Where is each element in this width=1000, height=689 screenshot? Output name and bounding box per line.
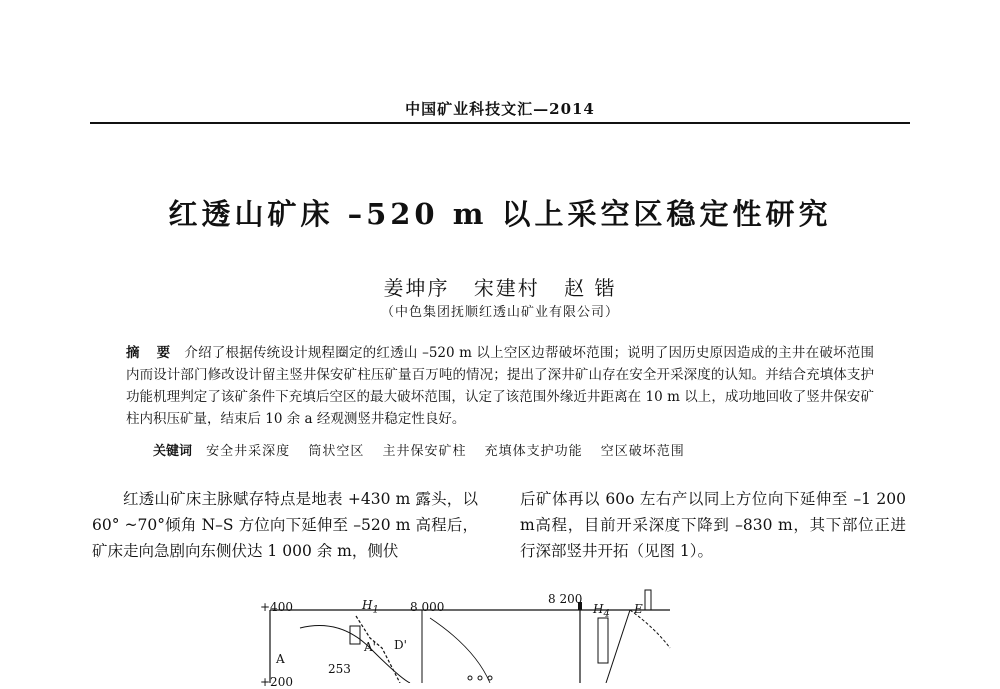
paper-title: 红透山矿床 –520 m 以上采空区稳定性研究 xyxy=(168,197,832,231)
body-column-right: 后矿体再以 60o 左右产以同上方位向下延伸至 –1 200 m高程，目前开采深度下降到 –830 m，其下部位正进行深部竖井开拓（见图 1）。 xyxy=(520,490,906,560)
label-a: A xyxy=(276,652,285,666)
figure-1-section-diagram xyxy=(260,588,680,689)
author: 宋建村 xyxy=(473,276,540,300)
label-h1: $H_1$ xyxy=(362,598,379,616)
author: 姜坤序 xyxy=(383,276,450,300)
drill-hole-point xyxy=(478,676,482,680)
body-column-left: 红透山矿床主脉赋存特点是地表 +430 m 露头，以 60° ~70°倾角 N–S 方位向下延伸至 –520 m 高程后，矿床走向急剧向东侧伏达 1 000 余 m，侧伏 xyxy=(92,490,478,560)
drill-hole-point xyxy=(488,676,492,680)
fault-line xyxy=(606,610,630,683)
section-drawing xyxy=(260,588,680,683)
distance-label: 8 000 xyxy=(410,600,445,614)
distance-label: 8 200 xyxy=(548,592,583,606)
contour-line xyxy=(430,618,490,683)
label-e: E xyxy=(634,602,643,616)
keywords-label: 关键词 xyxy=(153,444,193,459)
journal-header: 中国矿业科技文汇—2014 xyxy=(405,100,595,118)
abstract-text: 介绍了根据传统设计规程圈定的红透山 –520 m 以上空区边帮破坏范围；说明了因历史原因造成的主井在破坏范围内而设计部门修改设计留主竖井保安矿柱压矿量百万吨的情况；提出了深井矿山存在安全开采深度的认知。并结合充填体支护功能机理判定了该矿条件下充填后空区的最大破坏范围，认定了该范围外缘近井距离在 10 m 以上，成功地回收了竖井保安矿柱内积压矿量，结束后 10 余 a 经观测竖井稳定性良好。 xyxy=(126,345,874,427)
label-d-prime: D' xyxy=(394,638,407,652)
author-list xyxy=(60,272,940,301)
drill-hole-point xyxy=(468,676,472,680)
label-253: 253 xyxy=(328,662,351,676)
keywords xyxy=(153,440,873,459)
ore-body-outline xyxy=(300,626,410,684)
keyword: 筒状空区 xyxy=(308,444,365,459)
header-rule xyxy=(90,122,910,124)
label-a-prime: A' xyxy=(364,640,376,654)
keyword: 充填体支护功能 xyxy=(484,444,583,459)
elevation-label: +400 xyxy=(260,600,293,614)
keyword: 主井保安矿柱 xyxy=(382,444,467,459)
shaft-headframe xyxy=(350,626,360,644)
keyword: 安全井采深度 xyxy=(206,444,291,459)
label-h4: $H_4$ xyxy=(593,602,610,620)
affiliation: （中色集团抚顺红透山矿业有限公司） xyxy=(380,305,619,320)
keyword: 空区破坏范围 xyxy=(600,444,685,459)
abstract xyxy=(126,342,874,430)
headframe-icon xyxy=(645,590,651,610)
author: 赵 锴 xyxy=(564,276,617,300)
abstract-label: 摘 要 xyxy=(126,345,177,361)
shaft-structure xyxy=(598,618,608,663)
elevation-label: +200 xyxy=(260,675,293,689)
